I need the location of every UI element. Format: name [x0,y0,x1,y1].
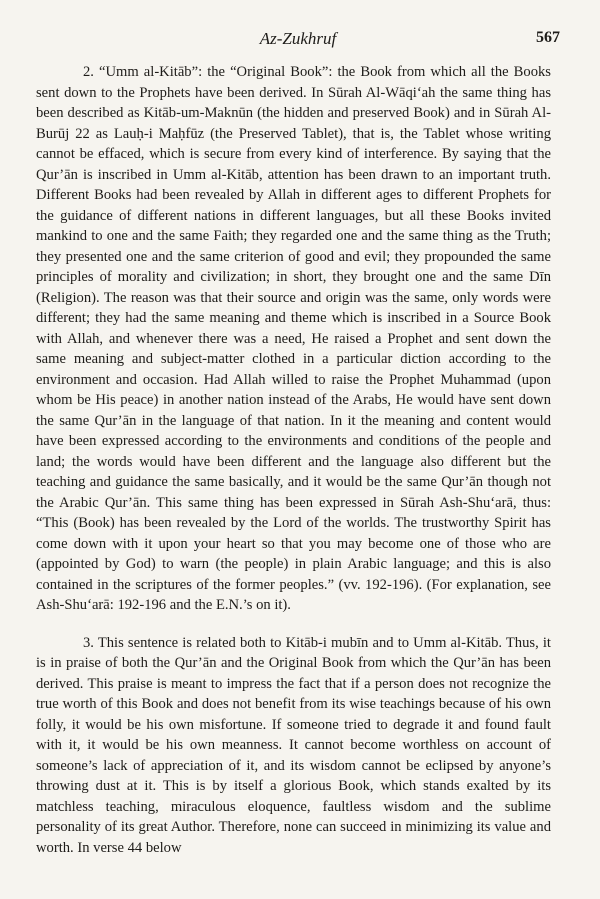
note-3 [36,633,551,859]
note-text: “Umm al-Kitāb”: the “Original Book”: the Book from which all the Books sent down to the Prophets have been derived. In Sūrah Al-Wāqi‘ah the same thing has been described as Kitāb-um-Maknūn (the hidden and preserved Book) and in Sūrah Al-Burūj 22 as Lauḥ-i Maḥfūz (the Preserved Tablet), that is, the Tablet whose writing cannot be effaced, which is secure from every kind of interference. By saying that the Qur’ān is inscribed in Umm al-Kitāb, attention has been drawn to an important truth. Different Books had been revealed by Allah in different ages to different Prophets for the guidance of different nations in different languages, but all these Books invited mankind to one and the same Faith; they regarded one and the same thing as the Truth; they presented one and the same criterion of good and evil; they propounded the same principles of morality and civilization; in short, they brought one and the same Dīn (Religion). The reason was that their source and origin was the same, only words were different; they had the same meaning and theme which is inscribed in a Source Book with Allah, and whenever there was a need, He raised a Prophet and sent down the same meaning and subject-matter clothed in a particular diction according to the environment and occasion. Had Allah willed to raise the Prophet Muhammad (upon whom be His peace) in another nation instead of the Arabs, He would have sent down the same Qur’ān in the language of that nation. In it the meaning and content would have been expressed according to the environments and conditions of the people and land; the words would have been different and the language also different but the teaching and guidance the same basically, and it would be the same Qur’ān though not the Arabic Qur’ān. This same thing has been expressed in Sūrah Ash-Shu‘arā, thus: “This (Book) has been revealed by the Lord of the worlds. The trustworthy Spirit has come down with it upon your heart so that you may become one of those who are (appointed by God) to warn (the people) in plain Arabic language; and this is also contained in the scriptures of the former peoples.” (vv. 192-196). (For explanation, see Ash-Shu‘arā: 192-196 and the E.N.’s on it). [36,64,551,613]
page-number: 567 [536,29,560,46]
running-title: Az-Zukhruf [259,29,337,48]
note-2 [36,62,551,616]
note-number: 3. [83,634,94,651]
note-text: This sentence is related both to Kitāb-i mubīn and to Umm al-Kitāb. Thus, it is in praise of both the Qur’ān and the Original Book from which the Qur’ān has been derived. This praise is meant to impress the fact that if a person does not recognize the true worth of this Book and does not benefit from its wise teachings because of his own folly, it would be his own misfortune. If someone tried to degrade it and found fault with it, it would be his own meanness. It cannot become worthless on account of someone’s lack of appreciation of it, and its wisdom cannot be eclipsed by anyone’s throwing dust at it. This is by itself a glorious Book, which stands exalted by its matchless teaching, miraculous eloquence, faultless wisdom and the sublime personality of its great Author. Therefore, none can succeed in minimizing its value and worth. In verse 44 below [36,634,551,856]
page-header [36,29,560,53]
note-number: 2. [83,64,94,80]
page-body [36,62,551,875]
